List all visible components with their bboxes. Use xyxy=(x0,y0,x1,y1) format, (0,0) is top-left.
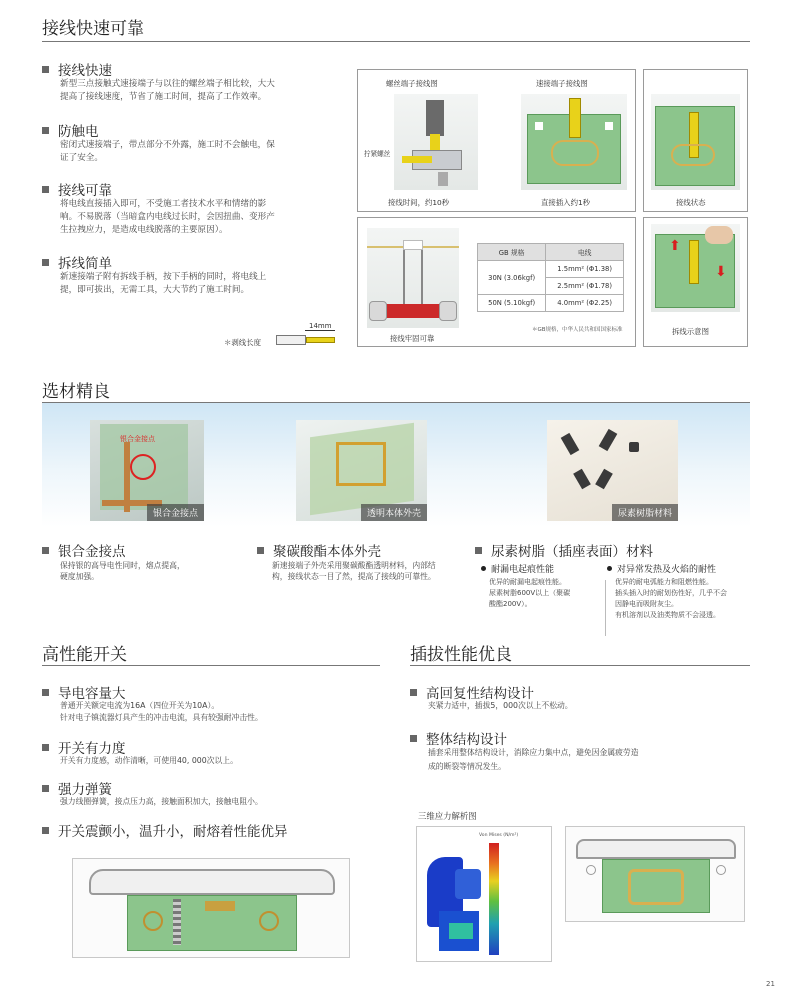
gb-force-50n: 50N (5.10kgf) xyxy=(478,295,546,312)
material-title-urea: 尿素树脂（插座表面）材料 xyxy=(475,540,653,560)
gb-note: ＊GB规格，中华人民共和国国家标准 xyxy=(532,327,623,333)
diagram-panel-firm xyxy=(357,217,636,347)
diagram-panel-removal xyxy=(643,217,748,347)
square-bullet-icon xyxy=(410,735,417,742)
square-bullet-icon xyxy=(257,547,264,554)
section-rule-switch xyxy=(42,665,380,666)
wire-core xyxy=(306,337,335,343)
section-rule-wiring xyxy=(42,41,750,42)
transparent-body-tag: 透明本体外壳 xyxy=(361,504,427,521)
switch-title-spring: 强力弹簧 xyxy=(42,778,112,798)
switch-cross-section-image xyxy=(72,858,350,958)
feature-desc-reliable: 将电线直接插入即可，不受施工者技术水平和情绪的影 响。不易脱落（当暗盒内电线过长时，会因扭曲、变形产 生拉拽应力，是造成电线脱落的主要原因）。 xyxy=(60,199,275,235)
switch-desc-spring: 强力线圈弹簧，接点压力高，接触面积加大，接触电阻小。 xyxy=(60,797,263,806)
removal-caption: 拆线示意图 xyxy=(672,327,709,336)
dot-bullet-icon xyxy=(481,566,486,571)
switch-desc-force: 开关有力度感，动作清晰，可使用40, 000次以上。 xyxy=(60,756,238,765)
urea-resin-photo xyxy=(547,420,678,521)
square-bullet-icon xyxy=(42,259,49,266)
wiring-state-caption: 接线状态 xyxy=(676,198,706,207)
stress-analysis-image xyxy=(416,826,552,962)
dot-bullet-icon xyxy=(607,566,612,571)
urea-divider xyxy=(605,580,606,636)
arrow-up-icon: ⬆ xyxy=(669,238,681,254)
quick-time-caption: 直接插入约1秒 xyxy=(541,198,591,207)
switch-title-force: 开关有力度 xyxy=(42,737,126,757)
stress-legend-head: Von Mises (N/m²) xyxy=(479,833,519,838)
square-bullet-icon xyxy=(42,744,49,751)
gb-header-spec: GB 规格 xyxy=(478,244,546,261)
feature-title-reliable: 接线可靠 xyxy=(42,179,112,199)
screw-tighten-label: 拧紧螺丝 xyxy=(364,150,391,158)
square-bullet-icon xyxy=(475,547,482,554)
material-desc-silver: 保持银的高导电性同时，熔点提高， 硬度加强。 xyxy=(60,561,185,581)
diagram-panel-state xyxy=(643,69,748,212)
transparent-body-photo xyxy=(296,420,427,521)
urea-sub-title-heat: 对异常发热及火焰的耐性 xyxy=(607,562,716,575)
switch-desc-capacity: 普通开关额定电流为16A（四位开关为10A）。 针对电子镇流器灯具产生的冲击电流，具有较强耐冲击性。 xyxy=(60,701,263,722)
square-bullet-icon xyxy=(42,186,49,193)
material-title-silver: 银合金接点 xyxy=(42,540,126,560)
silver-contact-photo xyxy=(90,420,204,521)
receptacle-cross-section-image xyxy=(565,826,745,922)
square-bullet-icon xyxy=(42,547,49,554)
plug-title-integral: 整体结构设计 xyxy=(410,728,507,748)
section-title-wiring: 接线快速可靠 xyxy=(42,19,144,39)
section-title-materials: 选材精良 xyxy=(42,382,110,402)
pull-test-image xyxy=(367,228,459,328)
screw-time-caption: 接线时间，约10秒 xyxy=(388,198,450,207)
silver-contact-tag: 银合金接点 xyxy=(147,504,204,521)
stress-analysis-caption: 三维应力解析图 xyxy=(418,811,477,821)
urea-sub-desc-heat: 优异的耐电弧能力和阻燃性能。 插头插入时的耐划伤性好，几乎不会 因静电而吸附灰尘。 有机溶剂以及油类物质不会浸透。 xyxy=(615,578,727,619)
feature-desc-removal: 新速接端子附有拆线手柄，按下手柄的同时，将电线上 提，即可拔出，无需工具，大大节约了施工时间。 xyxy=(60,272,267,295)
urea-sub-desc-tracking: 优异的耐漏电起痕性能。 尿素树脂600V以上（聚碳 酸酯200V）。 xyxy=(489,578,571,608)
screw-terminal-image xyxy=(394,94,478,190)
firm-caption: 接线牢固可靠 xyxy=(390,334,435,343)
screw-terminal-title: 螺丝端子接线图 xyxy=(386,79,438,88)
gb-wire-4-0: 4.0mm² (Φ2.25) xyxy=(546,295,624,312)
arrow-down-icon: ⬇ xyxy=(715,264,727,280)
square-bullet-icon xyxy=(410,689,417,696)
plug-desc-recovery: 夹紧力适中，插拔5，000次以上不松动。 xyxy=(428,701,573,710)
gb-spec-table xyxy=(477,243,624,312)
section-rule-plug xyxy=(410,665,750,666)
gb-wire-1-5: 1.5mm² (Φ1.38) xyxy=(546,261,624,278)
page-number: 21 xyxy=(766,980,775,988)
gb-wire-2-5: 2.5mm² (Φ1.78) xyxy=(546,278,624,295)
strip-length-value: 14mm xyxy=(309,322,332,330)
gb-header-wire: 电线 xyxy=(546,244,624,261)
urea-resin-tag: 尿素树脂材料 xyxy=(612,504,678,521)
feature-title-fast: 接线快速 xyxy=(42,59,112,79)
feature-title-removal: 拆线简单 xyxy=(42,252,112,272)
removal-image xyxy=(651,224,740,312)
plug-title-recovery: 高回复性结构设计 xyxy=(410,682,534,702)
switch-title-vibration: 开关震颤小，温升小，耐熔着性能优异 xyxy=(42,820,288,840)
feature-desc-fast: 新型三点接触式速接端子与以往的螺丝端子相比较，大大 提高了接线速度，节省了施工时间，提高了工作效率。 xyxy=(60,79,275,102)
wiring-state-image xyxy=(651,94,740,190)
material-title-polycarbonate: 聚碳酸酯本体外壳 xyxy=(257,540,381,560)
wire-insulation xyxy=(276,335,306,345)
section-title-switch: 高性能开关 xyxy=(42,645,127,665)
square-bullet-icon xyxy=(42,127,49,134)
quick-terminal-image xyxy=(521,94,627,190)
feature-desc-shockproof: 密闭式速接端子，带点部分不外露，施工时不会触电，保 证了安全。 xyxy=(60,140,275,163)
strip-length-label: ＊剥线长度 xyxy=(224,338,261,347)
material-desc-polycarbonate: 新速接端子外壳采用聚碳酸酯透明材料，内部结 构，接线状态一目了然，提高了接线的可靠性。 xyxy=(272,561,436,581)
plug-desc-integral: 插套采用整体结构设计，消除应力集中点，避免因金属疲劳造 成的断裂等情况发生。 xyxy=(428,748,639,771)
feature-title-shockproof: 防触电 xyxy=(42,120,99,140)
gb-force-30n: 30N (3.06kgf) xyxy=(478,261,546,295)
urea-sub-title-tracking: 耐漏电起痕性能 xyxy=(481,562,554,575)
switch-title-capacity: 导电容量大 xyxy=(42,682,126,702)
square-bullet-icon xyxy=(42,827,49,834)
square-bullet-icon xyxy=(42,66,49,73)
square-bullet-icon xyxy=(42,689,49,696)
strip-length-diagram xyxy=(276,322,338,348)
diagram-panel-compare xyxy=(357,69,636,212)
section-title-plug: 插拔性能优良 xyxy=(410,645,512,665)
quick-terminal-title: 速接端子接线图 xyxy=(536,79,588,88)
stress-legend-bar xyxy=(489,843,499,955)
silver-contact-inner-label: 银合金接点 xyxy=(120,435,155,443)
square-bullet-icon xyxy=(42,785,49,792)
